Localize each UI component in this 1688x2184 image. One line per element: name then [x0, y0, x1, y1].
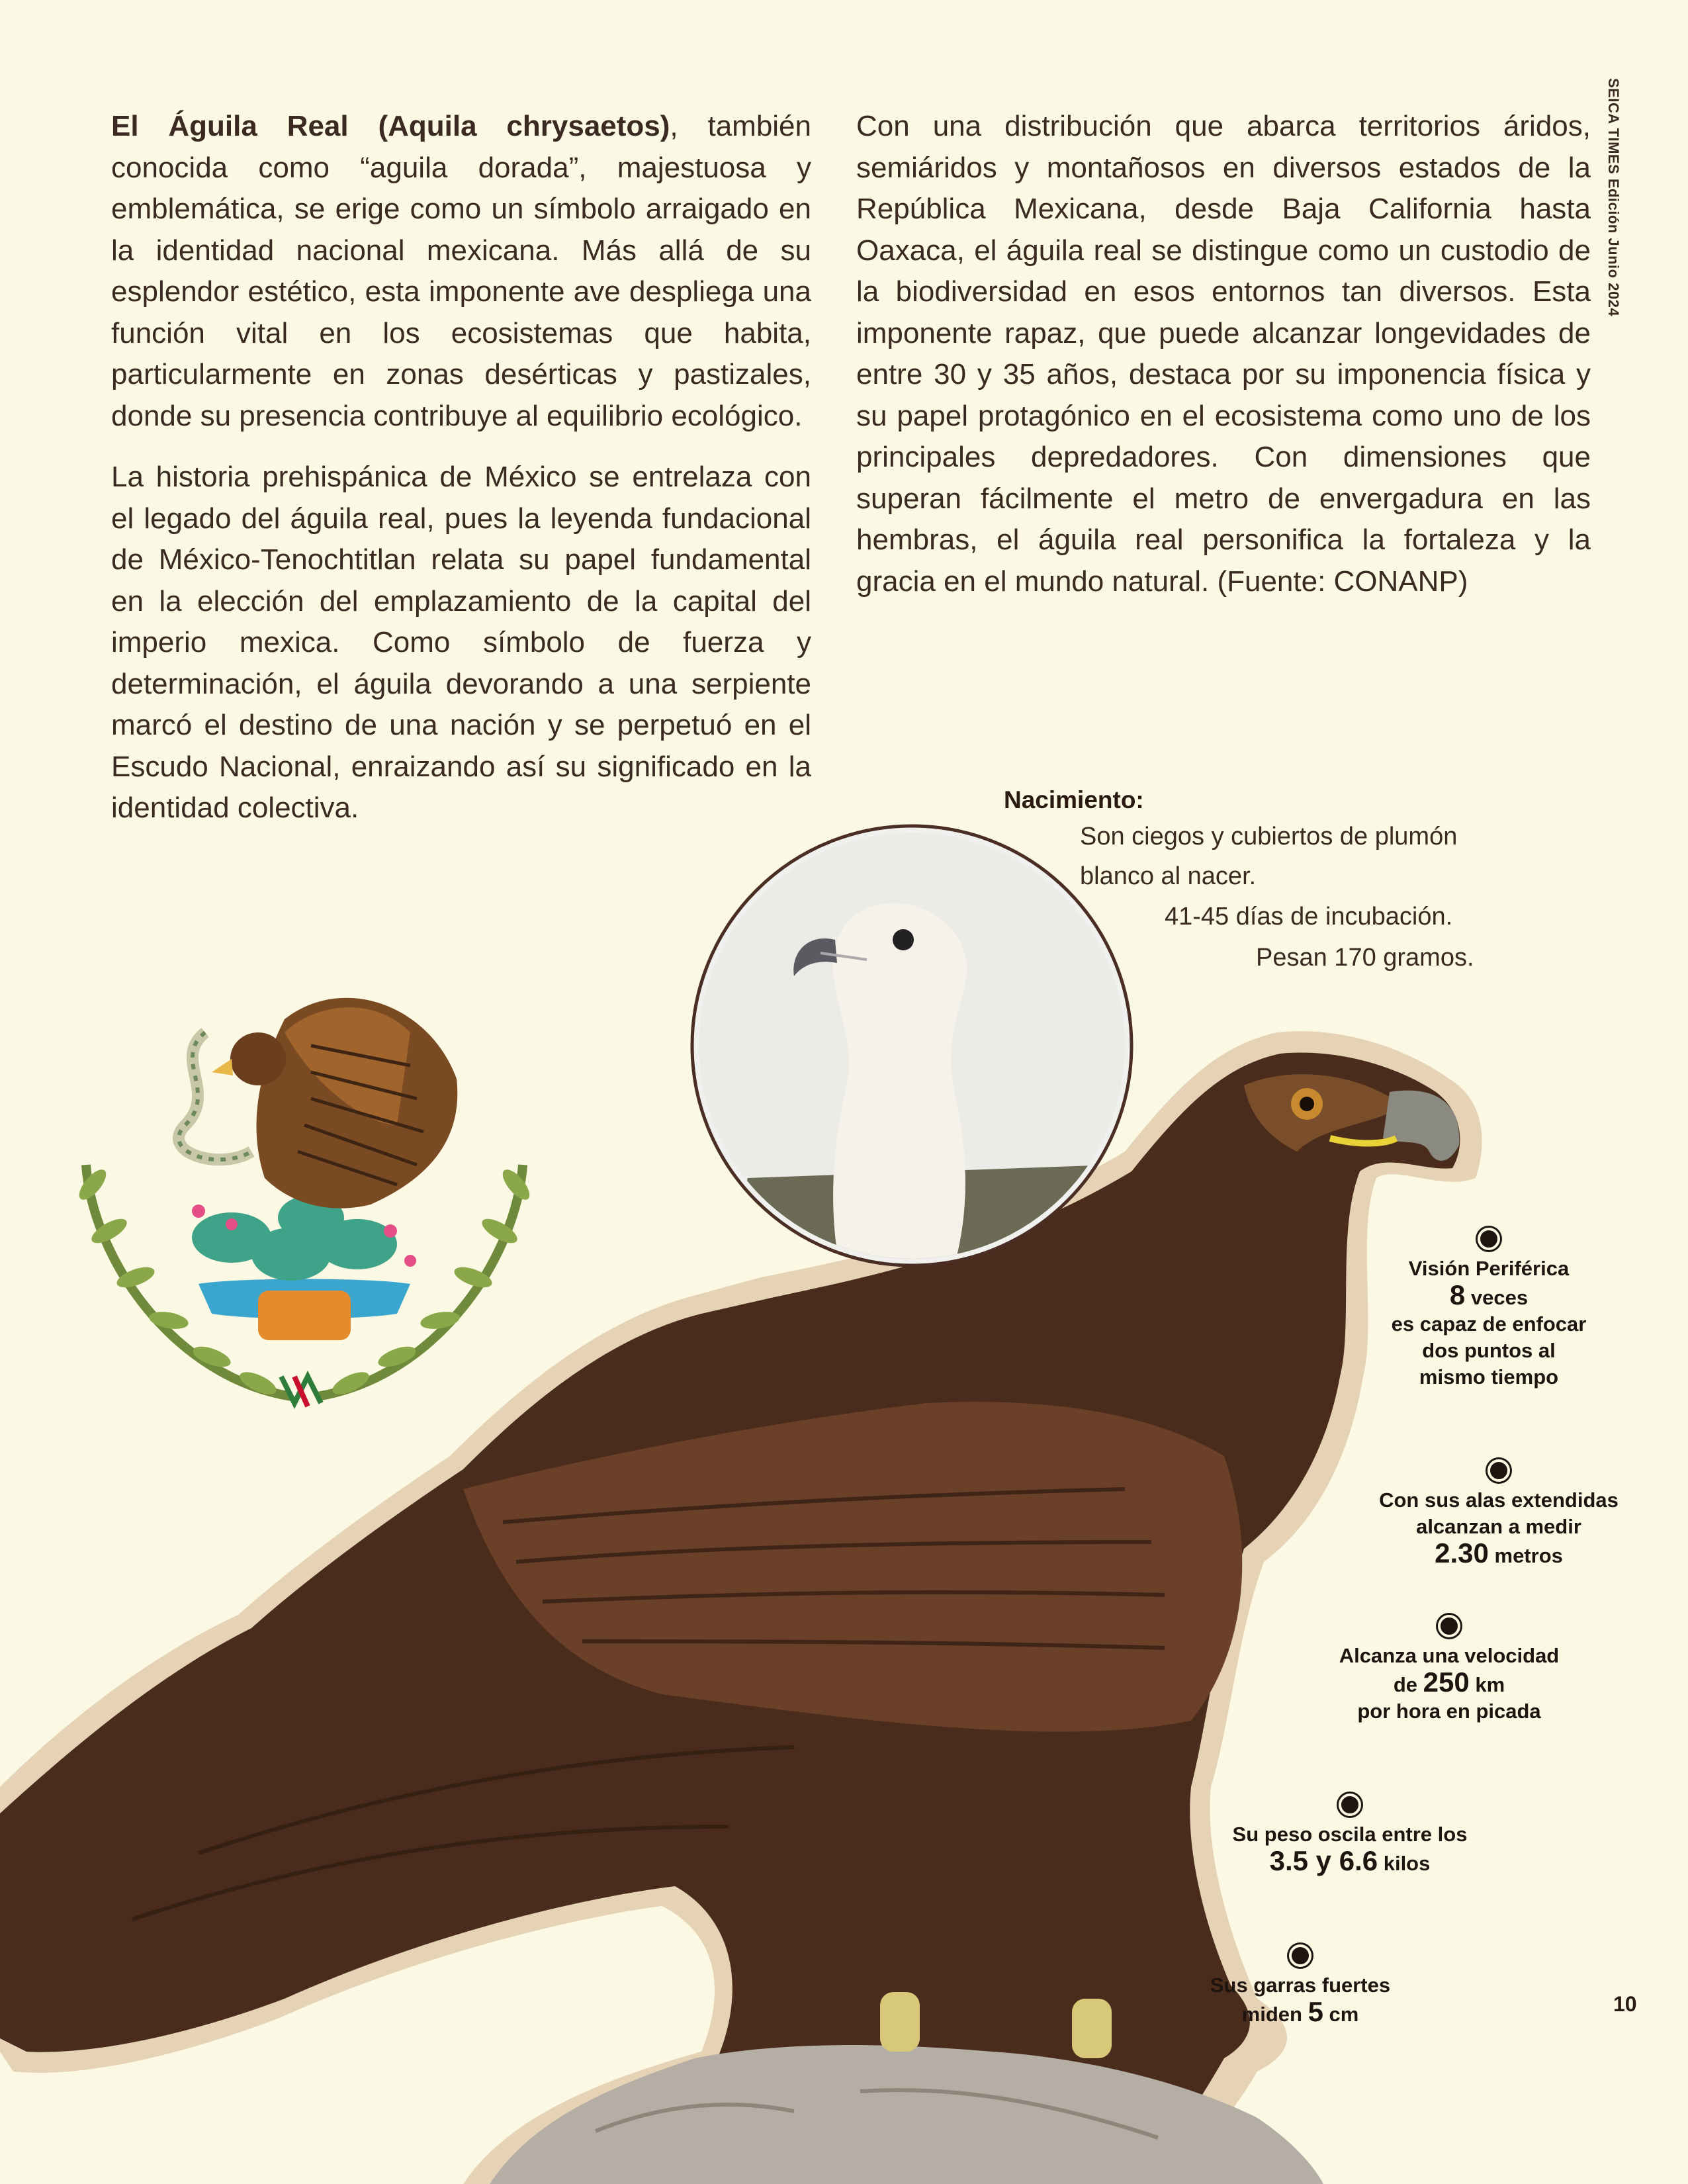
mexican-coat-of-arms-image [75, 998, 534, 1406]
fact-line: es capaz de enfocar [1391, 1312, 1587, 1336]
article-right-column [856, 106, 1591, 622]
fact-weight [1204, 1794, 1495, 1877]
birth-line: blanco al nacer. [1080, 862, 1257, 890]
birth-title: Nacimiento: [1004, 786, 1144, 813]
fact-line: Con sus alas extendidas [1379, 1488, 1619, 1512]
birth-line: 41-45 días de incubación. [1165, 903, 1453, 931]
fact-speed [1313, 1615, 1585, 1725]
article-paragraph: Con una distribución que abarca territorios áridos, semiáridos y montañosos en diversos estados de la República Mexicana, desde Baja California hasta Oaxaca, el águila real se distingue como un custodio de la biodiversidad en esos entornos tan diversos. Esta imponente rapaz, que puede alcanzar longevidades de entre 30 y 35 años, destaca por su imponencia física y su papel protagónico en el ecosistema como uno de los principales depredadores. Con dimensiones que superan fácilmente el metro de envergadura en las hembras, el águila real personifica la fortaleza y la gracia en el mundo natural. (Fuente: CONANP) [856, 110, 1591, 598]
bullet-dot-icon [1438, 1615, 1460, 1637]
fact-unit: kilos [1383, 1852, 1431, 1875]
fact-unit: veces [1470, 1286, 1529, 1309]
fact-line: mismo tiempo [1419, 1365, 1559, 1388]
bullet-dot-icon [1488, 1459, 1510, 1482]
fact-unit: metros [1494, 1544, 1563, 1567]
fact-unit: cm [1329, 2003, 1359, 2026]
fact-line: Alcanza una velocidad [1339, 1644, 1560, 1667]
page-number: 10 [1613, 1992, 1637, 2016]
fact-claws [1178, 1944, 1423, 2028]
fact-prefix: de [1393, 1673, 1418, 1696]
article-paragraph [111, 106, 811, 437]
fact-line: por hora en picada [1357, 1700, 1541, 1723]
birth-line: Pesan 170 gramos. [1256, 944, 1474, 972]
fact-number: 5 [1308, 1996, 1323, 2027]
fact-number: 3.5 y 6.6 [1269, 1845, 1378, 1876]
fact-title: Visión Periférica [1408, 1257, 1570, 1280]
fact-line: dos puntos al [1422, 1339, 1556, 1362]
bullet-dot-icon [1289, 1944, 1311, 1967]
bullet-dot-icon [1478, 1228, 1500, 1250]
fact-unit: km [1475, 1673, 1505, 1696]
bullet-dot-icon [1339, 1794, 1361, 1816]
article-paragraph: La historia prehispánica de México se entrelaza con el legado del águila real, pues la leyenda fundacional de México-Tenochtitlan relata su papel fundamental en la elección del emplazamiento de la capital del imperio mexica. Como símbolo de fuerza y determinación, el águila devorando a una serpiente marcó el destino de una nación y se perpetuó en el Escudo Nacional, enraizando así su significado en la identidad colectiva. [111, 461, 811, 824]
fact-prefix: miden [1241, 2003, 1302, 2026]
article-lead-bold: El Águila Real (Aquila chrysaetos) [111, 110, 670, 142]
article-lead-rest: , también conocida como “aguila dorada”, majestuosa y emblemática, se erige como un símbolo arraigado en la identidad nacional mexicana. Más allá de su esplendor estético, esta imponente ave despliega una función vital en los ecosistemas que habita, particularmente en zonas desérticas y pastizales, donde su presencia contribuye al equilibrio ecológico. [111, 110, 811, 432]
magazine-edition-label: SEICA TIMES Edición Junio 2024 [1605, 78, 1622, 317]
birth-line: Son ciegos y cubiertos de plumón [1080, 823, 1458, 850]
fact-number: 2.30 [1435, 1537, 1489, 1569]
fact-number: 8 [1449, 1279, 1466, 1310]
fact-line: Sus garras fuertes [1210, 1974, 1391, 1997]
fact-line: alcanzan a medir [1416, 1515, 1581, 1538]
fact-wingspan [1350, 1459, 1648, 1569]
fact-peripheral-vision [1366, 1228, 1611, 1390]
fact-number: 250 [1423, 1666, 1470, 1698]
article-left-column [111, 106, 811, 849]
fact-line: Su peso oscila entre los [1232, 1823, 1468, 1846]
